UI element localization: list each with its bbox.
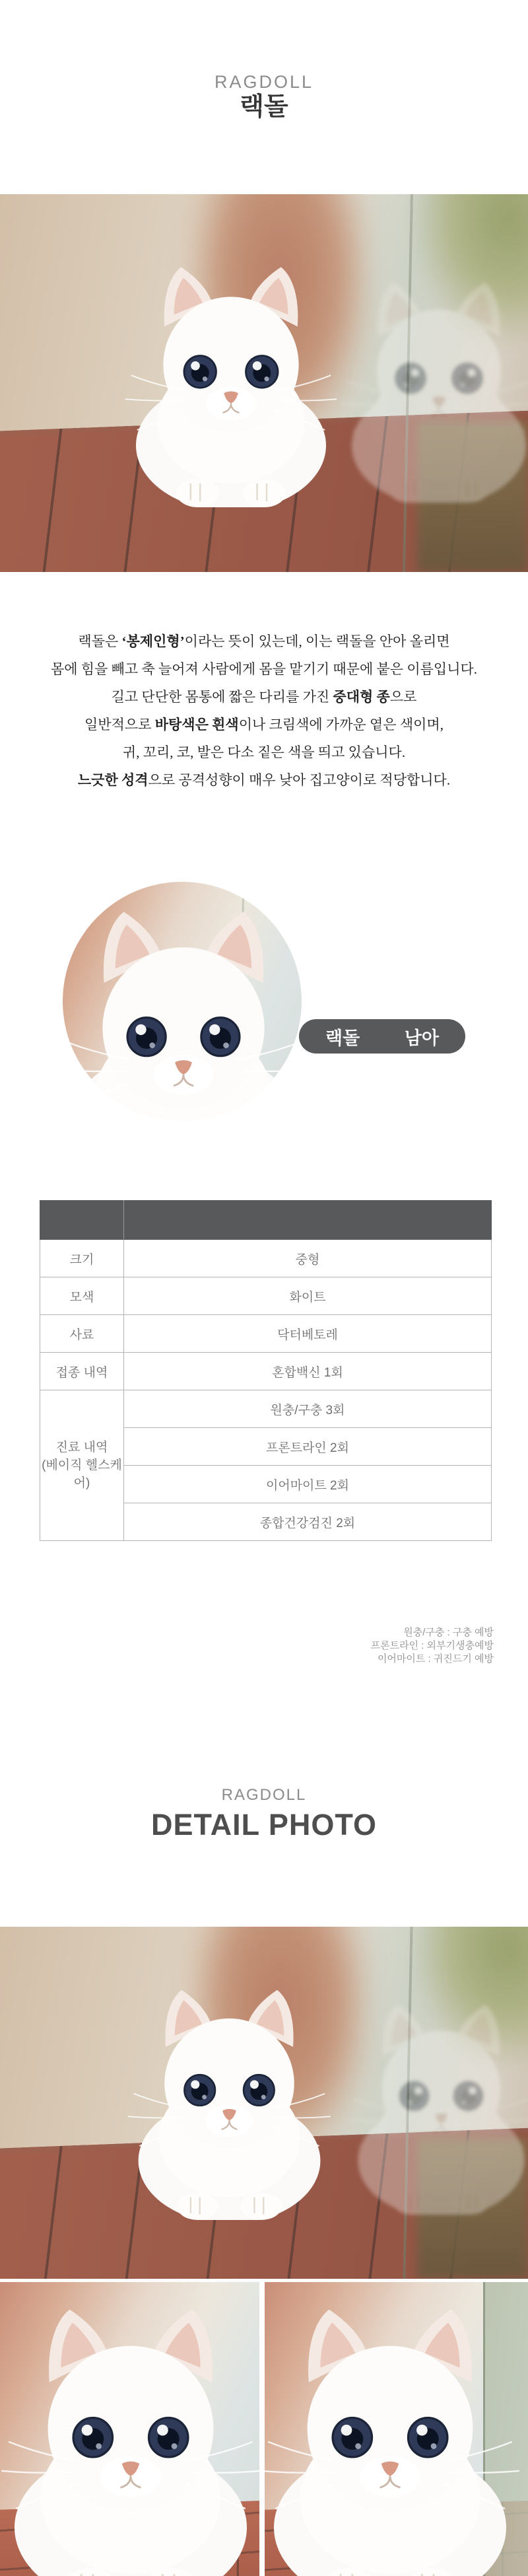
detail-photo-2 bbox=[0, 2282, 259, 2576]
description-line: 일반적으로 바탕색은 흰색이나 크림색에 가까운 옅은 색이며, bbox=[84, 717, 444, 733]
table-row: 진료 내역 (베이직 헬스케어) 원충/구충 3회 bbox=[40, 1390, 492, 1428]
description-line: 귀, 꼬리, 코, 발은 다소 짙은 색을 띄고 있습니다. bbox=[122, 744, 406, 760]
breed-name-en: RAGDOLL bbox=[214, 72, 314, 92]
table-row: 크기 중형 bbox=[40, 1240, 492, 1277]
description-line: 길고 단단한 몸통에 짧은 다리를 가진 중대형 종으로 bbox=[111, 689, 417, 705]
note-line: 원충/구충 : 구충 예방 bbox=[403, 1627, 494, 1638]
breed-sex-badge bbox=[299, 1019, 465, 1054]
table-row: 모색 화이트 bbox=[40, 1277, 492, 1315]
table-row: 이어마이트 2회 bbox=[40, 1466, 492, 1503]
table-row: 프론트라인 2회 bbox=[40, 1428, 492, 1466]
white-kitten bbox=[116, 1981, 343, 2220]
description-line: 랙돌은 ‘봉제인형’이라는 뜻이 있는데, 이는 랙돌을 안아 올리면 bbox=[78, 633, 450, 649]
description-line: 몸에 힘을 빼고 축 늘어져 사람에게 몸을 맡기기 때문에 붙은 이름입니다. bbox=[50, 661, 478, 677]
pet-info-table bbox=[40, 1200, 492, 1541]
treatment-label-cell: 진료 내역 (베이직 헬스케어) bbox=[40, 1390, 124, 1541]
badge-breed-label: 랙돌 bbox=[325, 1028, 360, 1048]
kitten-reflection bbox=[330, 273, 528, 503]
treatment-notes bbox=[371, 1626, 494, 1666]
table-header-value-cell bbox=[124, 1201, 492, 1240]
table-row: 접종 내역 혼합백신 1회 bbox=[40, 1353, 492, 1390]
table-header-row bbox=[40, 1201, 492, 1240]
detail-photo-3 bbox=[265, 2282, 528, 2576]
breed-description bbox=[0, 627, 528, 794]
white-kitten bbox=[112, 258, 350, 507]
kitten-reflection bbox=[337, 1996, 528, 2215]
note-line: 이어마이트 : 귀진드기 예방 bbox=[377, 1653, 494, 1664]
breed-name-ko: 랙돌 bbox=[240, 93, 288, 121]
detail-section-breed-en: RAGDOLL bbox=[221, 1786, 307, 1804]
main-kitten-photo bbox=[0, 194, 528, 572]
table-row: 사료 닥터베토레 bbox=[40, 1315, 492, 1353]
white-kitten-closeup bbox=[0, 2298, 259, 2576]
table-row: 종합건강검진 2회 bbox=[40, 1503, 492, 1541]
white-kitten-closeup bbox=[265, 2298, 528, 2576]
note-line: 프론트라인 : 외부기생충예방 bbox=[370, 1640, 494, 1651]
description-line: 느긋한 성격으로 공격성향이 매우 낮아 집고양이로 적당합니다. bbox=[77, 772, 451, 788]
table-header-label-cell bbox=[40, 1201, 124, 1240]
kitten-profile-photo bbox=[63, 882, 302, 1121]
white-kitten-closeup bbox=[63, 900, 302, 1121]
badge-sex-label: 남아 bbox=[404, 1028, 439, 1048]
detail-section-title: DETAIL PHOTO bbox=[150, 1808, 378, 1842]
detail-photo-1 bbox=[0, 1927, 528, 2279]
